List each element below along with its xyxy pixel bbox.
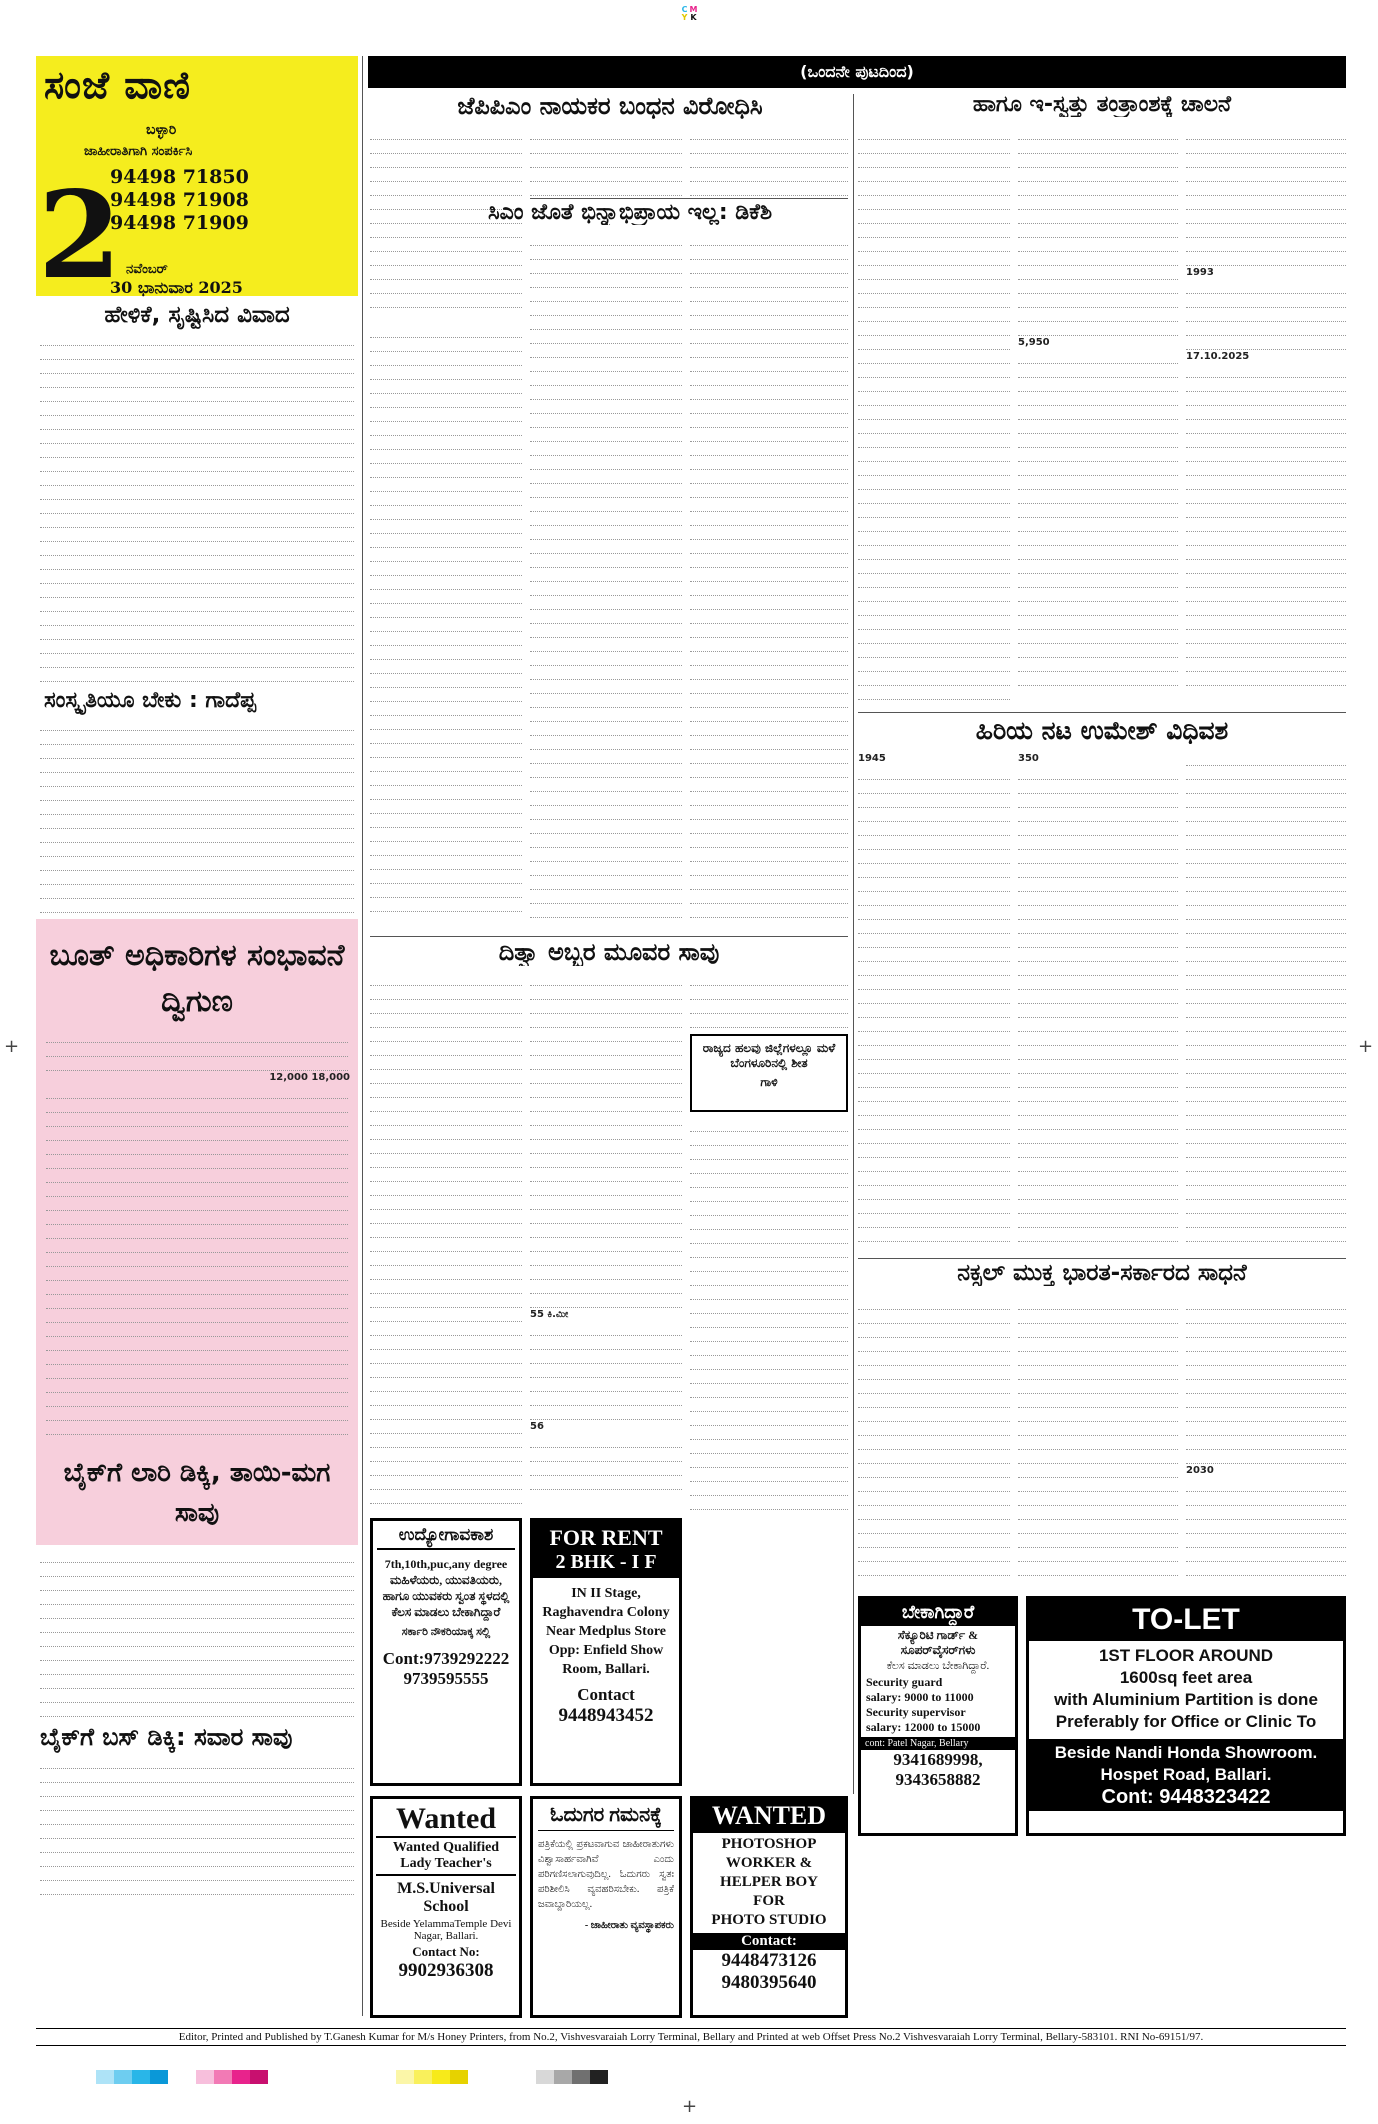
colorbar-swatch <box>114 2070 132 2084</box>
masthead-phone: 94498 71908 <box>110 189 249 211</box>
cmyk-y: Y <box>681 13 688 22</box>
rent-ad-line: Room, Ballari. <box>562 1662 650 1677</box>
stat-year-2030: 2030 <box>1186 1465 1214 1476</box>
crop-mark-left: + <box>4 1036 20 1057</box>
stat-scheme-date: 17.10.2025 <box>1186 351 1250 362</box>
issue-month: ನವೆಂಬರ್ <box>126 262 168 277</box>
cmyk-m: M <box>689 5 698 14</box>
photo-ad-contact-label: Contact: <box>693 1933 845 1950</box>
article-title: ಬೂತ್ ಅಧಿಕಾರಿಗಳ ಸಂಭಾವನೆ ದ್ವಿಗುಣ <box>49 938 345 1019</box>
ad-to-let <box>1026 1596 1346 1836</box>
photo-ad-phone: 9448473126 <box>721 1950 817 1971</box>
article-title: ಹೇಳಿಕೆ, ಸೃಷ್ಟಿಸಿದ ವಿವಾದ <box>104 302 290 328</box>
left-column <box>36 56 358 2001</box>
article-title: ಸಂಸ್ಕೃತಿಯೂ ಬೇಕು : ಗಾದೆಪ್ಪ <box>44 688 256 713</box>
article-column <box>1018 1296 1178 1576</box>
colorbar-swatch <box>396 2070 414 2084</box>
stat-wind-speed: 55 ಕಿ.ಮೀ <box>530 1309 569 1320</box>
colorbar-swatch <box>196 2070 214 2084</box>
teacher-ad-contact-label: Contact No: <box>412 1944 480 1959</box>
security-ad-phone: 9341689998, <box>893 1750 983 1769</box>
teacher-ad-title: Wanted <box>395 1802 497 1835</box>
tolet-ad-road: Hospet Road, Ballari. <box>1100 1765 1272 1784</box>
colorbar-swatch <box>414 2070 432 2084</box>
rent-ad-line: Raghavendra Colony <box>542 1605 670 1620</box>
page-number: 2 <box>38 165 122 306</box>
rain-box-title: ರಾಜ್ಯದ ಹಲವು ಜಿಲ್ಲೆಗಳಲ್ಲೂ ಮಳೆ ಬೆಂಗಳೂರಿನಲ್ಲಿ ಶೀತ <box>702 1041 836 1070</box>
security-ad-guard: Security guard <box>866 1675 943 1689</box>
colorbar-swatch <box>536 2070 554 2084</box>
security-ad-guard-salary: salary: 9000 to 11000 <box>866 1690 974 1704</box>
stat-year: 1993 <box>1186 267 1214 278</box>
masthead-phone: 94498 71909 <box>110 212 249 234</box>
tolet-ad-contact: Cont: 9448323422 <box>1101 1786 1271 1808</box>
article-body <box>36 717 358 913</box>
article-column <box>370 324 522 932</box>
photo-ad-line: PHOTO STUDIO <box>711 1912 827 1928</box>
article-body <box>42 1029 352 1435</box>
headline-actor-umesh: ಹಿರಿಯ ನಟ ಉಮೇಶ್ ವಿಧಿವಶ <box>975 716 1229 745</box>
tolet-ad-title: TO-LET <box>1029 1599 1343 1641</box>
colorbar-swatch <box>572 2070 590 2084</box>
teacher-ad-phone: 9902936308 <box>398 1960 494 1981</box>
masthead <box>36 56 358 306</box>
article-column <box>690 126 848 196</box>
article-body <box>36 332 358 682</box>
photo-ad-line: HELPER BOY <box>720 1874 818 1890</box>
imprint-line: Editor, Printed and Published by T.Ganesh Kumar for M/s Honey Printers, from No.2, Vishvesvaraiah Lorry Terminal, Bellary and Printed at web Offset Press No.2 Vishvesvaraiah Lorry Terminal, Bellary-583101. RNI No-69151/97. <box>36 2028 1346 2046</box>
reader-notice-title: ಓದುಗರ ಗಮನಕ್ಕೆ <box>538 1804 674 1831</box>
rent-ad-line: IN II Stage, <box>571 1586 641 1601</box>
photo-ad-line: WORKER & <box>725 1855 813 1871</box>
security-ad-title: ಬೇಕಾಗಿದ್ದಾರೆ <box>861 1599 1015 1626</box>
photo-ad-title: WANTED <box>693 1799 845 1833</box>
stat-umesh-films: 350 <box>1018 753 1039 764</box>
headline-e-swathu: ಹಾಗೂ ಇ-ಸ್ವತ್ತು ತಂತ್ರಾಂಶಕ್ಕೆ ಚಾಲನೆ <box>972 92 1232 117</box>
ad-wanted-teacher <box>370 1796 522 2018</box>
job-ad-contact: Cont:9739292222 <box>382 1649 510 1668</box>
rent-ad-phone: 9448943452 <box>558 1705 654 1726</box>
article-title: ಬೈಕ್‌ಗೆ ಲಾರಿ ಡಿಕ್ಕಿ, ತಾಯಿ-ಮಗ ಸಾವು <box>63 1458 331 1528</box>
rent-ad-address <box>533 1584 679 1679</box>
security-ad-note: ಕೆಲಸ ಮಾಡಲು ಬೇಕಾಗಿದ್ದಾರೆ. <box>886 1660 990 1672</box>
article-column <box>690 972 848 1032</box>
article-column <box>690 1118 848 1512</box>
colorbar-swatch <box>232 2070 250 2084</box>
security-ad-address: cont: Patel Nagar, Bellary <box>861 1737 1015 1750</box>
job-ad-note: ಸರ್ಕಾರಿ ನೌಕರಿಯಾಕ್ಕ ಸಲ್ಲಿ <box>401 1626 491 1638</box>
security-ad-supervisor-salary: salary: 12000 to 15000 <box>866 1720 981 1734</box>
rent-ad-line: Near Medplus Store <box>545 1624 667 1639</box>
newspaper-title: ಸಂಜೆ ವಾಣಿ <box>44 62 192 107</box>
article-column <box>530 232 682 932</box>
headline-jppm-protest: ಜೆಪಿಪಿಎಂ ನಾಯಕರ ಬಂಧನ ವಿರೋಧಿಸಿ <box>457 92 763 120</box>
stat-gram-panchayat: 5,950 <box>1018 337 1050 348</box>
tolet-ad-line: 1ST FLOOR AROUND <box>1098 1646 1274 1665</box>
masthead-phones <box>110 166 249 235</box>
article-column <box>530 972 682 1512</box>
continued-banner: (ಒಂದನೇ ಪುಟದಿಂದ) <box>368 56 1346 88</box>
article-column <box>858 126 1010 706</box>
stat-death-toll: 56 <box>530 1421 544 1432</box>
issue-date: 30 ಭಾನುವಾರ 2025 <box>110 278 243 297</box>
masthead-phone: 94498 71850 <box>110 166 249 188</box>
article-column <box>370 972 522 1512</box>
stat-umesh-year: 1945 <box>858 753 886 764</box>
job-ad-title: ಉದ್ಯೋಗಾವಕಾಶ <box>377 1525 515 1550</box>
article-title: ಬೈಕ್‌ಗೆ ಬಸ್ ಡಿಕ್ಕಿ: ಸವಾರ ಸಾವು <box>40 1723 293 1751</box>
colorbar-swatch <box>432 2070 450 2084</box>
ad-job-opportunity <box>370 1518 522 1786</box>
article-column <box>858 752 1010 1252</box>
photo-ad-line: PHOTOSHOP <box>721 1836 817 1852</box>
tolet-ad-line: with Aluminium Partition is done <box>1054 1690 1318 1709</box>
colorbar-swatch <box>554 2070 572 2084</box>
photo-ad-lines <box>693 1835 845 1930</box>
colorbar-swatch <box>96 2070 114 2084</box>
cmyk-k: K <box>690 13 697 22</box>
rent-ad-contact-label: Contact <box>577 1685 635 1704</box>
rent-ad-sub: 2 BHK - I F <box>533 1551 679 1578</box>
reader-notice-sign: - ಜಾಹೀರಾತು ವ್ಯವಸ್ಥಾಪಕರು <box>584 1920 674 1931</box>
article-body <box>36 1755 358 1895</box>
colorbar-swatch <box>132 2070 150 2084</box>
colorbar-swatch <box>150 2070 168 2084</box>
article-column <box>1186 126 1346 706</box>
masthead-city: ಬಳ್ಳಾರಿ <box>146 122 177 138</box>
headline-dks-no-differences: ಸಿಎಂ ಜೊತೆ ಭಿನ್ನಾಭಿಪ್ರಾಯ ಇಲ್ಲ: ಡಿಕೆಶಿ <box>487 200 773 225</box>
tolet-ad-location: Beside Nandi Honda Showroom. <box>1054 1743 1318 1762</box>
rain-news-box <box>690 1034 848 1112</box>
rent-ad-title: FOR RENT <box>533 1521 679 1551</box>
headline-ditwah-cyclone: ದಿತ್ವಾ ಅಬ್ಬರ ಮೂವರ ಸಾವು <box>498 938 720 966</box>
article-column <box>690 232 848 932</box>
colorbar-swatch <box>250 2070 268 2084</box>
rain-box-sub: ಗಾಳಿ <box>760 1075 778 1089</box>
ad-wanted-photoshop <box>690 1796 848 2018</box>
advertising-contact-label: ಜಾಹೀರಾತಿಗಾಗಿ ಸಂಪರ್ಕಿಸಿ <box>84 144 193 159</box>
teacher-ad-school: M.S.Universal School <box>397 1880 495 1915</box>
colorbar-swatch <box>450 2070 468 2084</box>
article-column <box>1018 126 1178 706</box>
article-column <box>1018 752 1178 1252</box>
photo-ad-line: FOR <box>753 1893 785 1909</box>
article-column <box>1186 1296 1346 1576</box>
colorbar-swatch <box>214 2070 232 2084</box>
ad-security-wanted <box>858 1596 1018 1836</box>
highlight-article-box <box>36 1443 358 1545</box>
security-ad-sub: ಸೆಕ್ಯೂರಿಟಿ ಗಾರ್ಡ್ & ಸೂಪರ್‌ವೈಸರ್‌ಗಳು <box>897 1628 979 1657</box>
tolet-ad-lines <box>1029 1645 1343 1733</box>
security-ad-phone: 9343658882 <box>895 1770 981 1789</box>
headline-naxal-free-india: ನಕ್ಸಲ್ ಮುಕ್ತ ಭಾರತ-ಸರ್ಕಾರದ ಸಾಧನೆ <box>957 1260 1247 1286</box>
colorbar-swatch <box>590 2070 608 2084</box>
article-body <box>36 1549 358 1717</box>
teacher-ad-address: Beside YelammaTemple Devi Nagar, Ballari. <box>380 1918 512 1942</box>
cmyk-c: C <box>681 5 688 14</box>
job-ad-phone: 9739595555 <box>403 1669 489 1688</box>
photo-ad-phone: 9480395640 <box>721 1972 817 1993</box>
tolet-ad-line: 1600sq feet area <box>1119 1668 1253 1687</box>
fee-figures: 12,000 18,000 <box>269 1072 350 1083</box>
article-column <box>530 126 682 196</box>
highlight-article-box <box>36 919 358 1443</box>
tolet-ad-line: Preferably for Office or Clinic To <box>1055 1712 1317 1731</box>
job-ad-text: 7th,10th,puc,any degree ಮಹಿಳೆಯರು, ಯುವತಿಯರು, ಹಾಗೂ ಯುವಕರು ಸ್ವಂತ ಸ್ಥಳದಲ್ಲಿ ಕೆಲಸ ಮಾಡಲು ಬೇಕಾಗಿದ್ದಾರೆ <box>382 1557 510 1619</box>
article-column <box>1186 752 1346 1252</box>
security-ad-supervisor: Security supervisor <box>866 1705 966 1719</box>
teacher-ad-sub: Wanted Qualified Lady Teacher's <box>376 1836 516 1876</box>
cmyk-registration-mark <box>679 6 699 22</box>
crop-mark-bottom: + <box>682 2096 698 2117</box>
reader-notice-text: ಪತ್ರಿಕೆಯಲ್ಲಿ ಪ್ರಕಟವಾಗುವ ಜಾಹೀರಾತುಗಳು ವಿಶ್ವಾಸಾರ್ಹವಾಗಿವೆ ಎಂದು ಪರಿಗಣಿಸಲಾಗುವುದಿಲ್ಲ. ಓದುಗರು ಸ್ವತಃ ಪರಿಶೀಲಿಸಿ ವ್ಯವಹರಿಸಬೇಕು. ಪತ್ರಿಕೆ ಜವಾಬ್ದಾರಿಯಲ್ಲ. <box>538 1839 674 1910</box>
ad-for-rent <box>530 1518 682 1786</box>
ad-reader-notice <box>530 1796 682 2018</box>
rent-ad-line: Opp: Enfield Show <box>548 1643 664 1658</box>
tolet-ad-location-block <box>1029 1739 1343 1811</box>
crop-mark-right: + <box>1358 1036 1374 1057</box>
article-column <box>858 1296 1010 1576</box>
